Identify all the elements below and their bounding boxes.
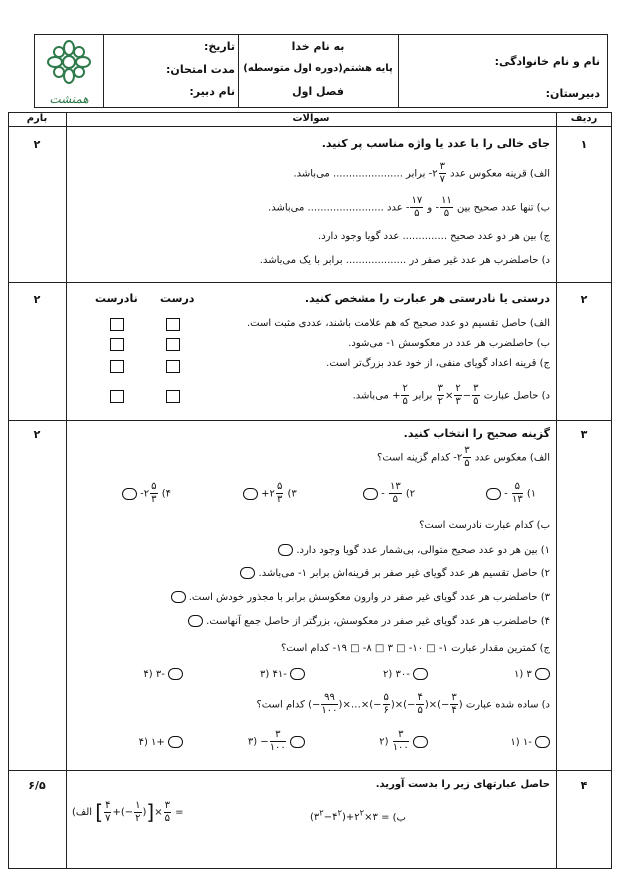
q2b-false-checkbox[interactable]: [110, 338, 124, 351]
page-title: به نام خدا: [291, 40, 345, 53]
q3c-option-2-text: ۲) ۳۰-: [383, 669, 410, 680]
q3a-option-2-bubble[interactable]: [363, 488, 378, 500]
q3-score: ۲: [33, 428, 41, 441]
q2d-false-checkbox[interactable]: [110, 390, 124, 403]
grade-label: پایه هشتم(دوره اول متوسطه): [243, 63, 393, 74]
q2-score: ۲: [33, 293, 41, 306]
q3d-suffix: کدام است؟: [256, 699, 305, 711]
q4-item-a: الف) [ $\frac{۴}{۷}$ +(− $\frac{۱}{۲}$ )]× $\frac{۳}{۵}$ =: [72, 799, 184, 824]
q3d-option-1-bubble[interactable]: [535, 736, 550, 748]
q3-item-d: د) ساده شده عبارت (− $\frac{۹۹}{۱۰۰}$ )×…×(− $\frac{۵}{۶}$ )×(− $\frac{۴}{۵}$ )×(− $\frac{۳}{۴}$ ) کدام است؟: [256, 692, 550, 716]
date-label: تاریخ:: [203, 40, 235, 53]
q3c-option-3-bubble[interactable]: [290, 668, 305, 680]
q1b-num1: ۱۱: [441, 195, 452, 206]
q4-title: حاصل عبارتهای زیر را بدست آورید.: [375, 779, 550, 790]
q3c-option-3-text: ۳) ۴۱-: [260, 669, 287, 680]
q3c-option-2[interactable]: [383, 668, 428, 680]
q3-number: ۳: [580, 428, 588, 441]
q3a-suffix: کدام گزینه است؟: [377, 452, 451, 464]
q1b-suffix: عدد ........................ می‌باشد.: [268, 202, 403, 214]
q2a-true-checkbox[interactable]: [166, 318, 180, 331]
q4a-label: الف): [72, 807, 93, 818]
q1-score: ۲: [33, 138, 41, 151]
col-row: ردیف: [570, 113, 598, 124]
q1b-den1: ۵: [443, 208, 450, 219]
q2d-prefix: د) حاصل عبارت: [483, 390, 550, 402]
q3b-option-3[interactable]: [171, 591, 550, 603]
q1-item-b: ب) تنها عدد صحیح بین - $\frac{۱۱}{۵}$ و - $\frac{۱۷}{۵}$ عدد ........................ می‌باشد.: [268, 195, 550, 219]
q3a-option-1-bubble[interactable]: [486, 488, 501, 500]
teacher-label: نام دبیر:: [189, 85, 235, 98]
q3a-option-4[interactable]: -۲ $\frac{۵}{۳}$ (۴: [122, 482, 171, 505]
q2d-true-checkbox[interactable]: [166, 390, 180, 403]
q3c-option-4[interactable]: [143, 668, 183, 680]
chapter-label: فصل اول: [292, 85, 344, 98]
q3d-option-3-text: ۳): [247, 736, 258, 748]
q3b-option-3-bubble[interactable]: [171, 591, 186, 603]
q3-item-b: ب) کدام عبارت نادرست است؟: [419, 520, 550, 531]
q3a-option-1[interactable]: - $\frac{۵}{۱۳}$ (۱: [486, 482, 536, 505]
q3c-option-1-text: ۱) ۳: [513, 669, 532, 680]
q3d-option-4[interactable]: [139, 736, 183, 748]
q3d-option-2-text: ۲): [379, 736, 389, 748]
q3d-option-4-bubble[interactable]: [168, 736, 183, 748]
q1a-den: ۷: [439, 174, 445, 185]
q3b-option-2-text: ۲) حاصل تقسیم هر عدد گویای غیر صفر بر قرینه‌اش برابر ۱- می‌باشد.: [258, 568, 550, 579]
q1a-num: ۳: [439, 161, 445, 172]
q4-item-b: $(۳^۲-۴^۲)+۲^۲\times ۳$ = ب): [310, 808, 406, 824]
q2-item-c: ج) قرینه اعداد گویای منفی، از خود عدد بزرگ‌تر است.: [326, 358, 550, 369]
q2-item-d: د) حاصل عبارت $\frac{۳}{۲}$ × $\frac{۲}{۳}$ − $\frac{۳}{۵}$ برابر + $\frac{۲}{۵}$ می‌باشد.: [352, 383, 550, 407]
q1-item-c: ج) بین هر دو عدد صحیح .............. عدد گویا وجود دارد.: [318, 231, 550, 242]
q3c-option-4-bubble[interactable]: [168, 668, 183, 680]
q2c-true-checkbox[interactable]: [166, 360, 180, 373]
q3a-option-2[interactable]: - $\frac{۱۳}{۵}$ (۲: [363, 482, 415, 505]
q2-title: درستی یا نادرستی هر عبارت را مشخص کنید.: [304, 292, 550, 305]
q3c-option-1-bubble[interactable]: [535, 668, 550, 680]
logo-text: همنشت: [49, 92, 89, 106]
q1-title: جای خالی را با عدد یا واژه مناسب پر کنید.: [321, 137, 550, 150]
q3b-option-4[interactable]: [188, 615, 550, 627]
name-label: نام و نام خانوادگی:: [494, 55, 600, 68]
q3d-option-4-text: ۴) ۱+: [138, 737, 165, 748]
q3d-prefix: د) ساده شده عبارت: [465, 699, 550, 711]
q2-item-a: الف) حاصل تقسیم دو عدد صحیح که هم علامت باشند، عددی مثبت است.: [246, 318, 550, 329]
q2d-suffix: می‌باشد.: [352, 390, 389, 402]
col-score: بارم: [26, 113, 48, 124]
q3b-option-4-text: ۴) حاصلضرب هر عدد گویای غیر صفر در معکوسش، بزرگتر از حاصل جمع آنهاست.: [206, 616, 550, 627]
q2c-false-checkbox[interactable]: [110, 360, 124, 373]
q3d-option-1[interactable]: [510, 736, 550, 748]
q3b-option-4-bubble[interactable]: [188, 615, 203, 627]
q1a-suffix: برابر ...................... می‌باشد.: [293, 168, 426, 180]
q1a-whole: ۲: [432, 168, 438, 180]
q3d-option-1-text: ۱) ۱-: [510, 737, 532, 748]
q3-title: گزینه صحیح را انتخاب کنید.: [403, 427, 550, 440]
q1-number: ۱: [580, 138, 588, 151]
q3-item-c: ج) کمترین مقدار عبارت ۱- □ ۱۰- □ ۳ □ ۸- □ ۱۹- کدام است؟: [280, 643, 550, 654]
q3b-option-3-text: ۳) حاصلضرب هر عدد گویای غیر صفر در وارون معکوسش برابر با مجذور خودش است.: [188, 592, 550, 603]
logo: [38, 38, 100, 104]
q3a-option-3-bubble[interactable]: [243, 488, 258, 500]
q1a-prefix: الف) قرینه معکوس عدد: [450, 168, 550, 180]
q1b-den2: ۵: [414, 208, 420, 219]
q3c-option-2-bubble[interactable]: [413, 668, 428, 680]
q3d-option-2[interactable]: ۲) $\frac{۳}{۱۰۰}$: [379, 730, 428, 753]
q4-score: ۶/۵: [28, 779, 46, 792]
q1-item-d: د) حاصلضرب هر عدد غیر صفر در ................... برابر با یک می‌باشد.: [259, 255, 550, 266]
q3-item-a: الف) معکوس عدد -۲ $\frac{۳}{۵}$ کدام گزینه است؟: [377, 445, 550, 469]
duration-label: مدت امتحان:: [166, 63, 235, 76]
q3d-option-3[interactable]: ۳) − $\frac{۳}{۱۰۰}$: [248, 730, 305, 753]
q2-item-b: ب) حاصلضرب هر عدد در معکوسش ۱- می‌شود.: [348, 338, 550, 349]
q3b-option-2-bubble[interactable]: [240, 567, 255, 579]
q3a-option-4-bubble[interactable]: [122, 488, 137, 500]
q3b-option-1[interactable]: [278, 544, 550, 556]
q3b-option-1-bubble[interactable]: [278, 544, 293, 556]
q2b-true-checkbox[interactable]: [166, 338, 180, 351]
q4-number: ۴: [580, 779, 588, 792]
q3d-option-2-bubble[interactable]: [413, 736, 428, 748]
school-label: دبیرستان:: [545, 87, 600, 100]
col-questions: سوالات: [292, 113, 330, 124]
q4b-label: ب): [392, 812, 406, 824]
q3b-option-1-text: ۱) بین هر دو عدد صحیح متوالی، بی‌شمار عدد گویا وجود دارد.: [296, 545, 550, 556]
q1b-and: و: [427, 202, 433, 214]
q1b-prefix: ب) تنها عدد صحیح بین: [457, 202, 550, 214]
q2-true-header: درست: [160, 292, 195, 305]
q3c-option-3[interactable]: [260, 668, 305, 680]
logo-flower-icon: [38, 38, 100, 88]
q1b-num2: ۱۷: [411, 195, 423, 206]
q3a-prefix: الف) معکوس عدد: [474, 452, 550, 464]
q2-false-header: نادرست: [95, 292, 138, 305]
q1-item-a: الف) قرینه معکوس عدد -۲ $\frac{۳}{۷}$ برابر ...................... می‌باشد.: [293, 161, 550, 185]
q3c-option-4-text: ۴) ۳-: [143, 669, 165, 680]
q2-number: ۲: [580, 293, 588, 306]
q3c-option-1[interactable]: [514, 668, 550, 680]
q3a-option-3[interactable]: +۲ $\frac{۵}{۳}$ (۳: [243, 482, 297, 505]
q3b-option-2[interactable]: [240, 567, 550, 579]
q2a-false-checkbox[interactable]: [110, 318, 124, 331]
q3d-option-3-bubble[interactable]: [290, 736, 305, 748]
